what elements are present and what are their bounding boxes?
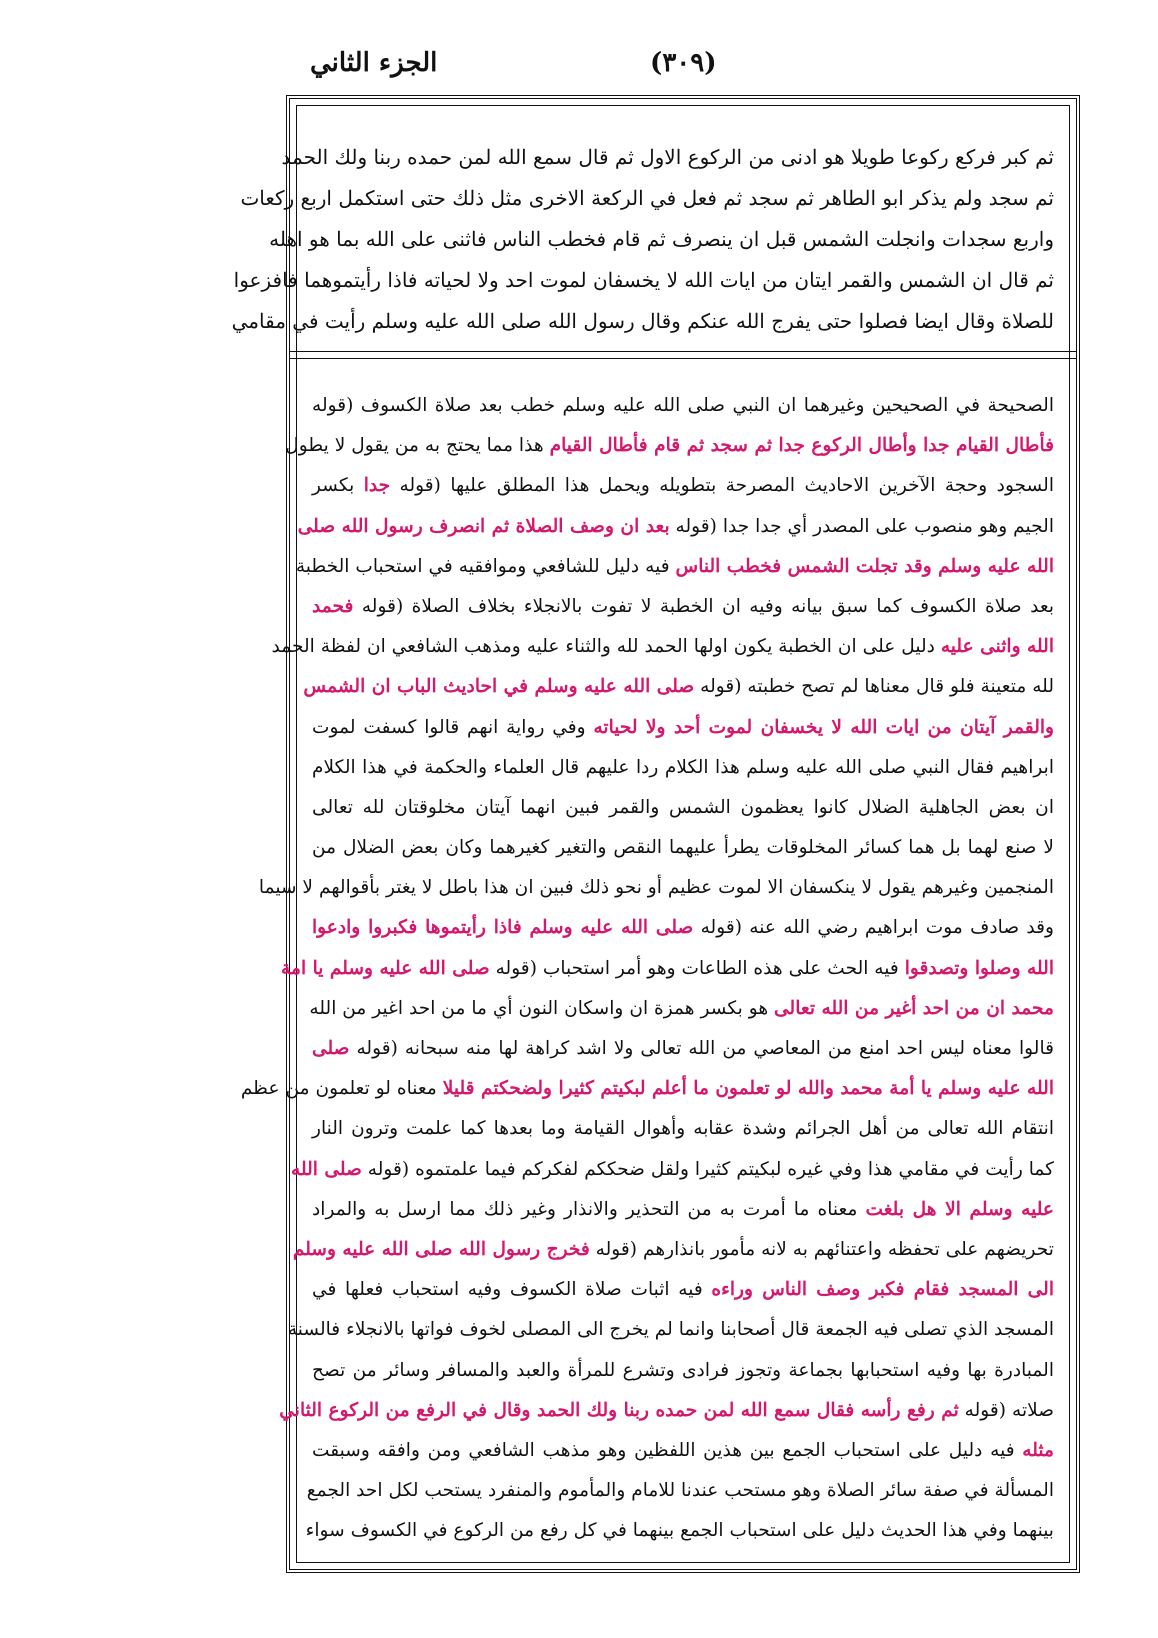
sharh-line <box>305 1511 1054 1551</box>
sharh-line <box>312 1109 1054 1149</box>
quoted-hadith-text: الله عليه وسلم وقد تجلت الشمس فخطب الناس <box>675 555 1054 577</box>
commentary-text: (قوله <box>693 917 742 939</box>
quoted-hadith-text: صلى الله عليه وسلم في احاديث الباب ان الشمس <box>303 676 695 698</box>
quoted-hadith-text: الى المسجد فقام فكبر وصف الناس وراءه <box>711 1279 1054 1301</box>
sharh-line <box>285 426 1054 466</box>
sharh-line <box>295 547 1054 587</box>
commentary-text: (قوله <box>312 395 354 416</box>
quoted-hadith-text: صلى الله عليه وسلم يا امة <box>281 957 490 979</box>
sharh-line <box>312 466 1054 506</box>
commentary-text: (قوله <box>589 1238 638 1260</box>
sharh-line <box>312 748 1054 788</box>
commentary-text: المنجمين وغيرهم يقول لا ينكسفان الا لموت عظيم أو نحو ذلك فبين ان هذا باطل لا يغتر بأقوالهم لا سيما <box>258 877 1054 899</box>
part-title: الجزء الثاني <box>310 48 438 78</box>
commentary-text: بكسر <box>312 475 364 497</box>
sharh-line <box>312 1029 1054 1069</box>
commentary-text: المسجد الذي تصلى فيه الجمعة قال أصحابنا وانما لم يخرج الى المصلى لخوف فواتها بالانجلاء فالسنة <box>287 1319 1054 1341</box>
commentary-text: معناه لو تعلمون من عظم <box>240 1078 443 1100</box>
commentary-text: المبادرة بها وفيه استحبابها بجماعة وتجوز فرادى وتشرع للمرأة والعبد والمسافر وسائر من تصح <box>312 1359 1054 1381</box>
commentary-text: تحريضهم على تحفظه واعتنائهم به لانه مأمور بانذارهم <box>637 1238 1054 1260</box>
commentary-text: معناه ما أمرت به من التحذير والانذار وغير ذلك مما ارسل به والمراد <box>312 1198 866 1220</box>
commentary-text: صلاته <box>1006 1399 1054 1421</box>
commentary-text: ان بعض الجاهلية الضلال كانوا يعظمون الشمس والقمر فبين انهما آيتان مخلوقتان لله تعالى <box>312 796 1054 818</box>
commentary-text: (قوله <box>489 957 537 979</box>
commentary-text: الجيم وهو منصوب على المصدر أي جدا جدا <box>716 515 1054 537</box>
quoted-hadith-text: الله وصلوا وتصدقوا <box>904 957 1054 979</box>
commentary-text: (قوله <box>669 515 717 537</box>
sharh-line <box>279 1391 1054 1431</box>
commentary-text: (قوله <box>353 595 404 617</box>
quoted-hadith-text: صلى الله عليه وسلم فاذا رأيتموها فكبروا وادعوا <box>312 917 694 939</box>
commentary-text: السجود وحجة الآخرين الاحاديث المصرحة بتطويله ويحمل هذا المطلق عليها <box>440 475 1054 497</box>
matn-line: للصلاة وقال ايضا فصلوا حتى يفرج الله عنكم وقال رسول الله صلى الله عليه وسلم رأيت في مقامي <box>231 309 1054 333</box>
commentary-text: وفي رواية انهم قالوا كسفت لموت <box>312 716 594 738</box>
sharh-line <box>292 1230 1054 1270</box>
quoted-hadith-text: بعد ان وصف الصلاة ثم انصرف رسول الله صلى <box>297 515 670 537</box>
sharh-line <box>240 1069 1054 1109</box>
commentary-text: بعد صلاة الكسوف كما سبق بيانه وفيه ان الخطبة لا تفوت بالانجلاء بخلاف الصلاة <box>403 595 1054 617</box>
sharh-line <box>312 828 1054 868</box>
quoted-hadith-text: الله عليه وسلم يا أمة محمد والله لو تعلمون ما أعلم لبكيتم كثيرا ولضحكتم قليلا <box>442 1078 1054 1100</box>
commentary-text: هذا مما يحتج به من يقول لا يطول <box>285 435 550 457</box>
sharh-line <box>309 989 1054 1029</box>
sharh-line <box>312 1270 1054 1310</box>
commentary-text: هو بكسر همزة ان واسكان النون أي ما من احد اغير من الله <box>309 997 775 1019</box>
commentary-text: دليل على ان الخطبة يكون اولها الحمد لله والثناء عليه ومذهب الشافعي ان لفظة الحمد <box>271 636 941 658</box>
commentary-text: المسألة في صفة سائر الصلاة وهو مستحب عندنا للامام والمأموم والمنفرد يستحب لكل احد الجمع <box>306 1480 1054 1502</box>
commentary-text: لا صنع لهما بل هما كسائر المخلوقات يطرأ عليهما النقص والتغير كغيرهما وكان بعض الضلال من <box>312 837 1054 859</box>
quoted-hadith-text: صلى <box>312 1038 350 1059</box>
quoted-hadith-text: فحمد <box>312 595 354 617</box>
matn-line: ثم قال ان الشمس والقمر ايتان من ايات الله لا يخسفان لموت احد ولا لحياته فاذا رأيتموهما فافزعوا <box>233 268 1054 292</box>
sharh-section <box>240 386 1055 1551</box>
sharh-line <box>312 788 1054 828</box>
commentary-text: فيه اثبات صلاة الكسوف وفيه استحباب فعلها في <box>312 1279 712 1301</box>
quoted-hadith-text: والقمر آيتان من ايات الله لا يخسفان لموت أحد ولا لحياته <box>593 716 1055 738</box>
page-frame <box>231 95 1080 1573</box>
commentary-text: ابراهيم فقال النبي صلى الله عليه وسلم هذا الكلام ردا عليهم قال العلماء والحكمة في هذا الكلام <box>312 756 1054 778</box>
commentary-text: وقد صادف موت ابراهيم رضي الله عنه <box>741 917 1054 939</box>
matn-line: ثم سجد ولم يذكر ابو الطاهر ثم سجد ثم فعل في الركعة الاخرى مثل ذلك حتى استكمل اربع ركعات <box>240 186 1054 210</box>
sharh-line <box>312 587 1054 627</box>
sharh-line <box>287 1310 1054 1350</box>
commentary-text: فيه دليل للشافعي وموافقيه في استحباب الخطبة <box>295 555 676 577</box>
commentary-text: (قوله <box>349 1038 398 1059</box>
sharh-line <box>291 1150 1054 1190</box>
quoted-hadith-text: فخرج رسول الله صلى الله عليه وسلم <box>292 1238 590 1260</box>
commentary-text: (قوله <box>694 676 742 698</box>
sharh-line <box>306 1471 1054 1511</box>
quoted-hadith-text: الله واثنى عليه <box>940 636 1054 658</box>
commentary-text: (قوله <box>361 1158 410 1180</box>
section-divider <box>290 351 1076 359</box>
matn-section <box>231 137 1054 342</box>
sharh-line <box>281 949 1054 989</box>
commentary-text: فيه الحث على هذه الطاعات وهو أمر استحباب <box>536 957 905 979</box>
sharh-line <box>312 1351 1054 1391</box>
sharh-line <box>258 868 1054 908</box>
commentary-text: لله متعينة فلو قال معناها لم تصح خطبته <box>741 676 1054 698</box>
quoted-hadith-text: فأطال القيام جدا وأطال الركوع جدا ثم سجد ثم قام فأطال القيام <box>549 435 1054 457</box>
quoted-hadith-text: محمد ان من احد أغير من الله تعالى <box>774 997 1054 1019</box>
sharh-line <box>312 708 1054 748</box>
commentary-text: (قوله <box>390 475 441 497</box>
page-number: (٣٠٩) <box>650 48 717 78</box>
quoted-hadith-text: ثم رفع رأسه فقال سمع الله لمن حمده ربنا ولك الحمد وقال في الرفع من الركوع الثاني <box>279 1399 959 1421</box>
quoted-hadith-text: جدا <box>363 475 391 497</box>
commentary-text: قالوا معناه ليس احد امنع من المعاصي من الله تعالى ولا اشد كراهة لها منه سبحانه <box>397 1038 1055 1059</box>
quoted-hadith-text: عليه وسلم الا هل بلغت <box>865 1198 1054 1220</box>
commentary-text: كما رأيت في مقامي هذا وفي غيره لبكيتم كثيرا ولقل ضحككم لفكركم فيما علمتموه <box>409 1158 1054 1180</box>
commentary-text: بينهما وفي هذا الحديث دليل على استحباب الجمع بينهما في كل رفع من الركوع في الكسوف سواء <box>305 1520 1054 1542</box>
matn-line: واربع سجدات وانجلت الشمس قبل ان ينصرف ثم قام فخطب الناس فاثنى على الله بما هو اهله <box>269 227 1054 251</box>
sharh-line <box>312 1190 1054 1230</box>
commentary-text: (قوله <box>958 1399 1007 1421</box>
sharh-line <box>271 627 1054 667</box>
sharh-line <box>297 507 1054 547</box>
sharh-line <box>312 1431 1054 1471</box>
sharh-line <box>312 386 1054 426</box>
matn-line: ثم كبر فركع ركوعا طويلا هو ادنى من الركوع الاول ثم قال سمع الله لمن حمده ربنا ولك الحمد <box>281 145 1054 169</box>
commentary-text: الصحيحة في الصحيحين وغيرهما ان النبي صلى الله عليه وسلم خطب بعد صلاة الكسوف <box>353 395 1054 416</box>
sharh-line <box>303 667 1054 707</box>
sharh-line <box>312 908 1054 948</box>
quoted-hadith-text: مثله <box>1022 1439 1054 1461</box>
quoted-hadith-text: صلى الله <box>291 1158 362 1180</box>
commentary-text: فيه دليل على استحباب الجمع بين هذين اللفظين وهو مذهب الشافعي ومن وافقه وسبقت <box>312 1439 1023 1461</box>
commentary-text: انتقام الله تعالى من أهل الجرائم وشدة عقابه وأهوال القيامة وما بعدها كما علمت وترون النار <box>312 1118 1054 1140</box>
